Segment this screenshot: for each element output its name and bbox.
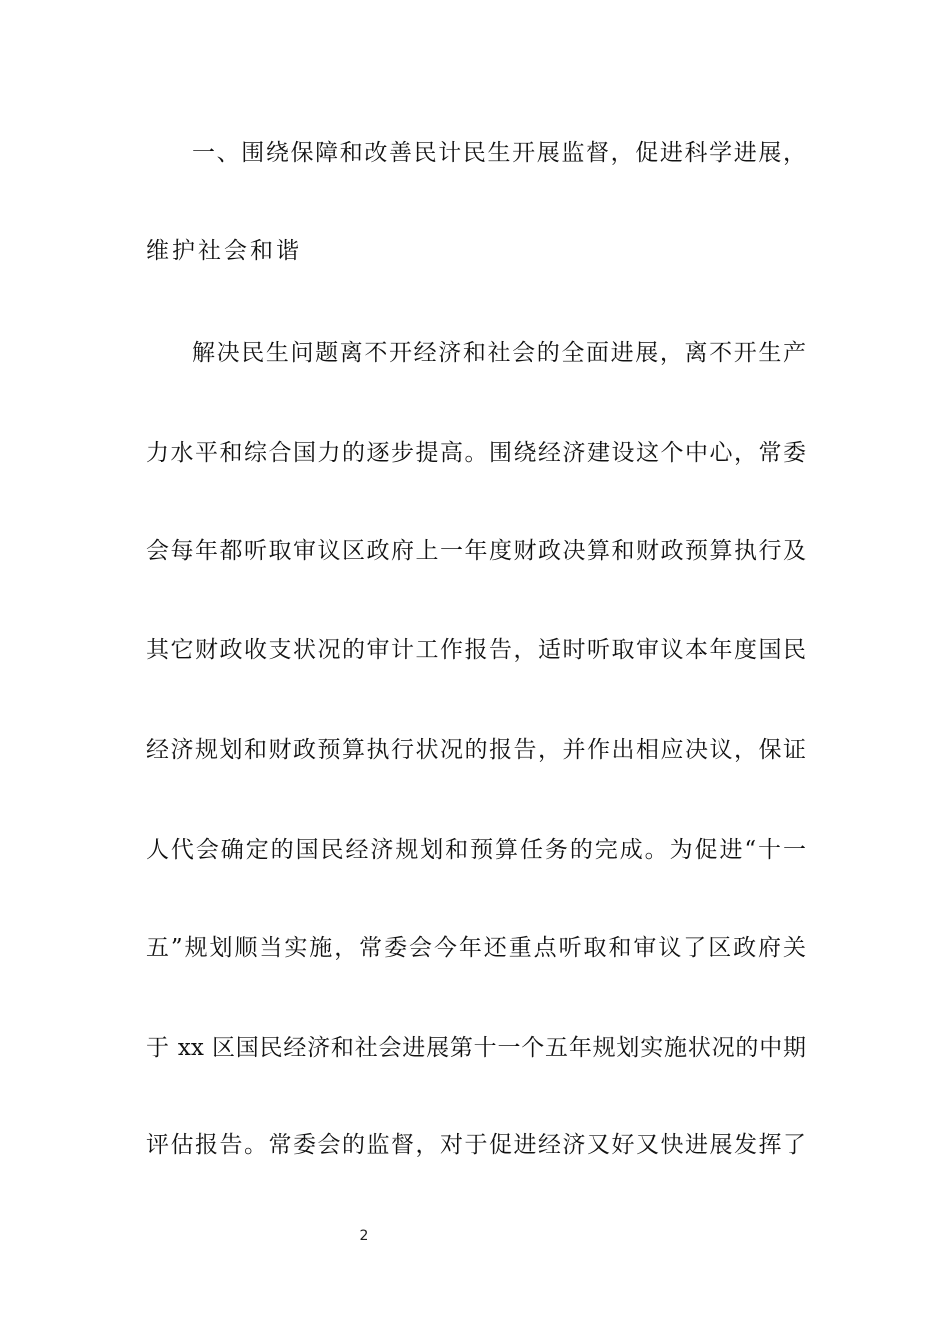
paragraph-line-7: 五”规划顺当实施，常委会今年还重点听取和审议了区政府关	[146, 935, 806, 961]
paragraph-line-6: 人代会确定的国民经济规划和预算任务的完成。为促进“十一	[146, 837, 806, 863]
page-number: 2	[359, 1228, 369, 1244]
paragraph-line-8: 于 xx 区国民经济和社会进展第十一个五年规划实施状况的中期	[146, 1035, 806, 1061]
paragraph-line-2: 力水平和综合国力的逐步提高。围绕经济建设这个中心，常委	[146, 440, 806, 466]
paragraph-line-9: 评估报告。常委会的监督，对于促进经济又好又快进展发挥了	[146, 1132, 806, 1158]
paragraph-line-1: 解决民生问题离不开经济和社会的全面进展，离不开生产	[192, 340, 806, 366]
section-heading-line-1: 一、围绕保障和改善民计民生开展监督，促进科学进展，	[192, 140, 806, 166]
paragraph-line-4: 其它财政收支状况的审计工作报告，适时听取审议本年度国民	[146, 637, 806, 663]
paragraph-line-3: 会每年都听取审议区政府上一年度财政决算和财政预算执行及	[146, 538, 806, 564]
paragraph-line-5: 经济规划和财政预算执行状况的报告，并作出相应决议，保证	[146, 737, 806, 763]
section-heading-line-2: 维护社会和谐	[146, 238, 302, 264]
